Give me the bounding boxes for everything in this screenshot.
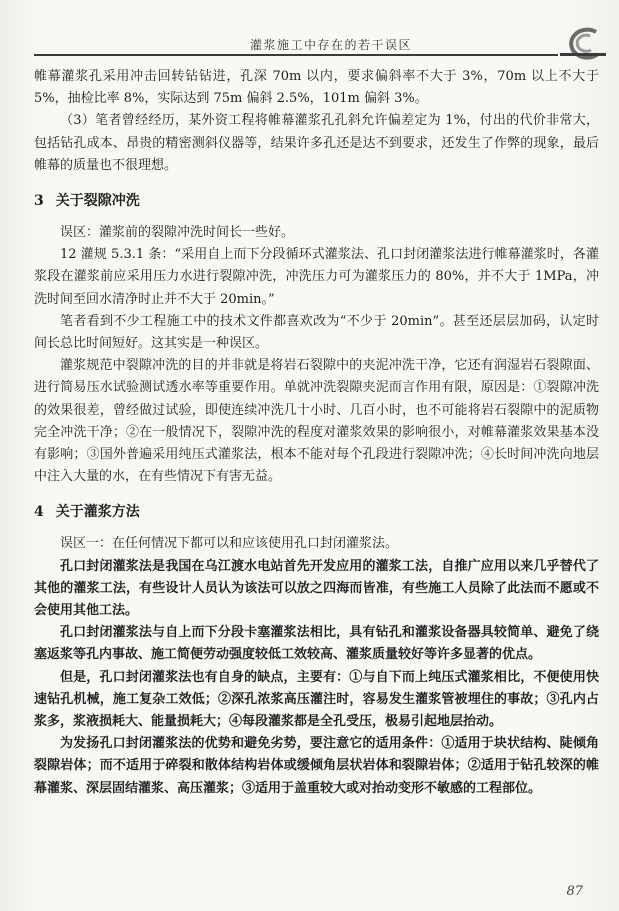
paragraph: 为发扬孔口封闭灌浆法的优势和避免劣势，要注意它的适用条件：①适用于块状结构、陡倾角裂隙岩体；而不适用于碎裂和散体结构岩体或缓倾角层状岩体和裂隙岩体；②适用于钻孔较深的帷幕灌浆、深层固结灌浆、高压灌浆；③适用于盖重较大或对抬动变形不敏感的工程部位。 — [34, 736, 599, 796]
page-number: 87 — [566, 884, 583, 899]
paragraph: 帷幕灌浆孔采用冲击回转钻钻进，孔深 70m 以内，要求偏斜率不大于 3%，70m 以上不大于 5%，抽检比率 8%，实际达到 75m 偏斜 2.5%，101m 偏斜 3%。 — [34, 69, 599, 107]
paragraph: 但是，孔口封闭灌浆法也有自身的缺点，主要有：①与自下而上纯压式灌浆相比，不便使用快速钻孔机械，施工复杂工效低；②深孔浓浆高压灌注时，容易发生灌浆管被埋住的事故；③孔内占浆多，浆液损耗大、能量损耗大；④每段灌浆都是全孔受压，极易引起地层抬动。 — [34, 669, 599, 730]
running-header — [0, 0, 619, 56]
section-heading — [34, 190, 599, 212]
section-number: 3 — [34, 193, 44, 210]
paragraph: 孔口封闭灌浆法与自上而下分段卡塞灌浆法相比，具有钻孔和灌浆设备器具较简单、避免了绕塞返浆等孔内事故、施工简便劳动强度较低工效较高、灌浆质量较好等许多显著的优点。 — [34, 625, 599, 663]
running-header-title: 灌浆施工中存在的若干误区 — [250, 38, 413, 52]
paragraph: 笔者看到不少工程施工中的技术文件都喜欢改为“不少于 20min”。甚至还层层加码，认定时间长总比时间短好。这其实是一种误区。 — [34, 313, 599, 352]
paragraph: （3）笔者曾经经历，某外资工程将帷幕灌浆孔孔斜允许偏差定为 1%，付出的代价非常大，包括钻孔成本、昂贵的精密测斜仪器等，结果许多孔还是达不到要求，还发生了作弊的现象，最后帷幕的质量也不很理想。 — [34, 113, 599, 173]
body-text — [34, 66, 599, 800]
header-logo — [560, 24, 606, 62]
section-heading — [34, 501, 599, 523]
paragraph: 误区：灌浆前的裂隙冲洗时间长一些好。 — [60, 225, 295, 241]
paragraph: 孔口封闭灌浆法是我国在乌江渡水电站首先开发应用的灌浆工法，自推广应用以来几乎替代了其他的灌浆工法，有些设计人员认为该法可以放之四海而皆准，有些施工人员除了此法而不愿或不会使用其他工法。 — [34, 558, 599, 619]
section-number: 4 — [34, 504, 44, 521]
section-title: 关于灌浆方法 — [55, 504, 140, 521]
header-rule — [34, 54, 558, 56]
section-title: 关于裂隙冲洗 — [55, 193, 140, 210]
paragraph: 误区一：在任何情况下都可以和应该使用孔口封闭灌浆法。 — [60, 536, 399, 552]
paragraph: 灌浆规范中裂隙冲洗的目的并非就是将岩石裂隙中的夹泥冲洗干净，它还有润湿岩石裂隙面、进行简易压水试验测试透水率等重要作用。单就冲洗裂隙夹泥而言作用有限，原因是：①裂隙冲洗的效果很差，曾经做过试验，即使连续冲洗几十小时、几百小时，也不可能将岩石裂隙中的泥质物完全冲洗干净；②在一般情况下，裂隙冲洗的程度对灌浆效果的影响很小，对帷幕灌浆效果基本没有影响；③国外普遍采用纯压式灌浆法，根本不能对每个孔段进行裂隙冲洗；④长时间冲洗向地层中注入大量的水，在有些情况下有害无益。 — [34, 358, 599, 485]
paragraph: 12 灌规 5.3.1 条：“采用自上而下分段循环式灌浆法、孔口封闭灌浆法进行帷幕灌浆时，各灌浆段在灌浆前应采用压力水进行裂隙冲洗，冲洗压力可为灌浆压力的 80%，并不大于 1MPa，冲洗时间至回水清净时止并不大于 20min。” — [34, 247, 599, 307]
